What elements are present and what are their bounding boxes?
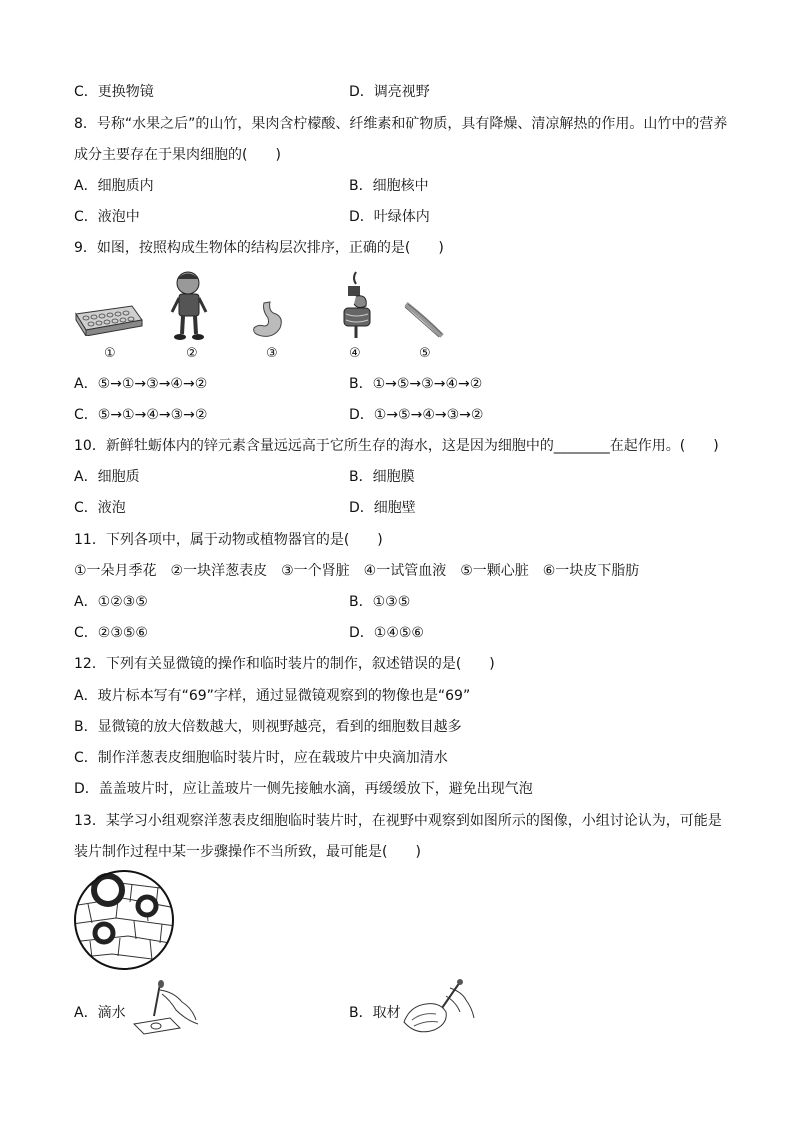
q10-option-d: D．细胞壁 xyxy=(349,500,416,516)
q7-option-c: C．更换物镜 xyxy=(74,84,154,100)
q12-option-a: A．玻片标本写有“69”字样，通过显微镜观察到的物像也是“69” xyxy=(74,688,471,704)
q12-option-c: C．制作洋葱表皮细胞临时装片时，应在载玻片中央滴加清水 xyxy=(74,750,448,766)
q9-stem: 9．如图，按照构成生物体的结构层次排序，正确的是( ) xyxy=(74,240,444,256)
q7-option-d: D．调亮视野 xyxy=(349,84,430,100)
q11-option-d: D．①④⑤⑥ xyxy=(349,625,424,641)
organ-system-image xyxy=(338,270,378,342)
q13-option-b: B．取材 xyxy=(349,1005,401,1021)
q9-option-c: C．⑤→①→④→③→② xyxy=(74,407,208,423)
q8-stem-line2: 成分主要存在于果肉细胞的( ) xyxy=(74,147,281,163)
figure-caption-4: ④ xyxy=(349,346,361,361)
q8-option-d: D．叶绿体内 xyxy=(349,209,430,225)
q11-items: ①一朵月季花 ②一块洋葱表皮 ③一个肾脏 ④一试管血液 ⑤一颗心脏 ⑥一块皮下脂肪 xyxy=(74,563,640,579)
q9-option-a: A．⑤→①→③→④→② xyxy=(74,376,208,392)
q11-stem: 11．下列各项中，属于动物或植物器官的是( ) xyxy=(74,532,383,548)
q12-option-d: D．盖盖玻片时，应让盖玻片一侧先接触水滴，再缓缓放下，避免出现气泡 xyxy=(74,781,533,797)
person-image xyxy=(168,270,212,342)
q13-stem-line2: 装片制作过程中某一步骤操作不当所致，最可能是( ) xyxy=(74,844,421,860)
figure-caption-3: ③ xyxy=(266,346,278,361)
q8-option-a: A．细胞质内 xyxy=(74,178,154,194)
cell-sheet-image xyxy=(72,300,144,336)
figure-caption-2: ② xyxy=(186,346,198,361)
stomach-image xyxy=(248,300,288,340)
q8-option-c: C．液泡中 xyxy=(74,209,140,225)
q12-option-b: B．显微镜的放大倍数越大，则视野越亮，看到的细胞数目越多 xyxy=(74,719,462,735)
q9-option-b: B．①→⑤→③→④→② xyxy=(349,376,483,392)
q10-option-c: C．液泡 xyxy=(74,500,126,516)
q10-stem: 10．新鲜牡蛎体内的锌元素含量远远高于它所生存的海水，这是因为细胞中的________在起作用。( ) xyxy=(74,438,719,454)
figure-caption-1: ① xyxy=(104,346,116,361)
q10-option-b: B．细胞膜 xyxy=(349,469,415,485)
figure-caption-5: ⑤ xyxy=(419,346,431,361)
q8-option-b: B．细胞核中 xyxy=(349,178,429,194)
q13-stem-line1: 13．某学习小组观察洋葱表皮细胞临时装片时，在视野中观察到如图所示的图像，小组讨论认为，可能是 xyxy=(74,813,722,829)
q12-stem: 12．下列有关显微镜的操作和临时装片的制作，叙述错误的是( ) xyxy=(74,656,495,672)
microscope-field-image xyxy=(72,868,176,972)
dropping-water-image xyxy=(130,980,202,1036)
q9-option-d: D．①→⑤→④→③→② xyxy=(349,407,484,423)
q8-stem-line1: 8．号称“水果之后”的山竹，果肉含柠檬酸、纤维素和矿物质，具有降燥、清凉解热的作用。山竹中的营养 xyxy=(74,116,728,132)
q11-option-b: B．①③⑤ xyxy=(349,594,411,610)
taking-material-image xyxy=(400,978,476,1038)
tissue-strand-image xyxy=(402,300,446,340)
q11-option-a: A．①②③⑤ xyxy=(74,594,148,610)
q11-option-c: C．②③⑤⑥ xyxy=(74,625,148,641)
q13-option-a: A．滴水 xyxy=(74,1005,126,1021)
q10-option-a: A．细胞质 xyxy=(74,469,140,485)
